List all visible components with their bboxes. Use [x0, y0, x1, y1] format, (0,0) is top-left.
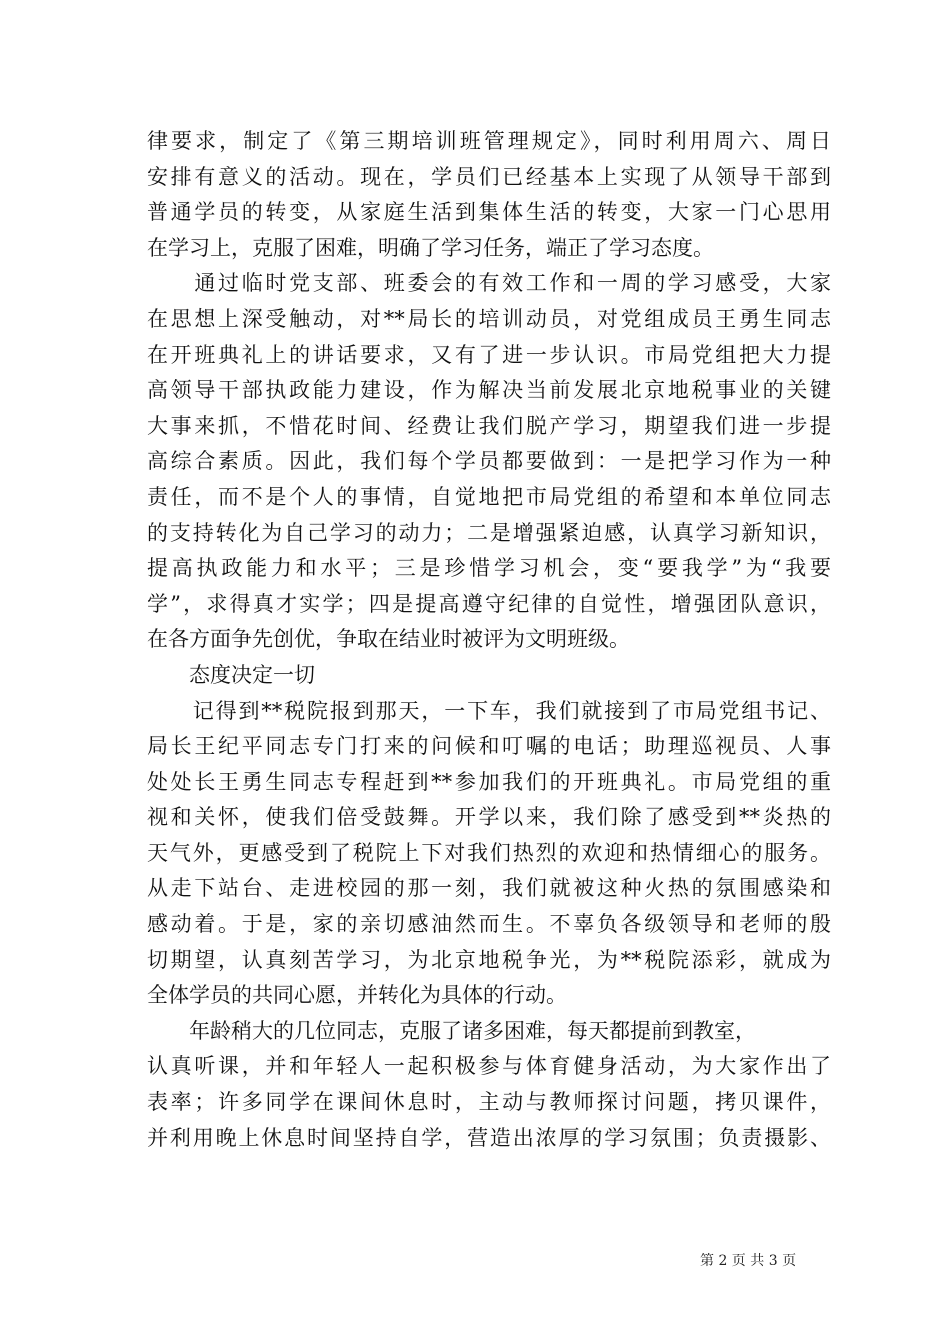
- text-line: 律要求，制定了《第三期培训班管理规定》，同时利用周六、周日: [147, 129, 831, 153]
- text-line: 并利用晚上休息时间坚持自学，营造出浓厚的学习氛围；负责摄影、: [147, 1125, 831, 1150]
- text-line: 普通学员的转变，从家庭生活到集体生活的转变，大家一门心思用: [147, 200, 831, 225]
- text-line: 安排有意义的活动。现在，学员们已经基本上实现了从领导干部到: [147, 164, 831, 189]
- text-line: 在学习上，克服了困难，明确了学习任务，端正了学习态度。: [147, 235, 714, 260]
- text-line: 认真听课，并和年轻人一起积极参与体育健身活动，为大家作出了: [147, 1054, 831, 1079]
- text-line: 记得到**税院报到那天，一下车，我们就接到了市局党组书记、: [147, 698, 831, 723]
- text-line: 责任，而不是个人的事情，自觉地把市局党组的希望和本单位同志: [147, 484, 831, 509]
- text-line: 视和关怀，使我们倍受鼓舞。开学以来，我们除了感受到**炎热的: [147, 805, 831, 830]
- text-line: 在开班典礼上的讲话要求，又有了进一步认识。市局党组把大力提: [147, 342, 831, 367]
- text-line: 感动着。于是，家的亲切感油然而生。不辜负各级领导和老师的殷: [147, 912, 831, 937]
- text-line: 通过临时党支部、班委会的有效工作和一周的学习感受，大家: [147, 271, 831, 296]
- text-line: 高综合素质。因此，我们每个学员都要做到：一是把学习作为一种: [147, 449, 831, 474]
- text-line: 大事来抓，不惜花时间、经费让我们脱产学习，期望我们进一步提: [147, 413, 831, 438]
- text-line: 态度决定一切: [147, 662, 315, 687]
- text-line: 高领导干部执政能力建设，作为解决当前发展北京地税事业的关键: [147, 378, 831, 403]
- text-line: 切期望，认真刻苦学习，为北京地税争光，为**税院添彩，就成为: [147, 947, 831, 972]
- text-line: 在各方面争先创优，争取在结业时被评为文明班级。: [147, 627, 630, 652]
- text-line: 处处长王勇生同志专程赶到**参加我们的开班典礼。市局党组的重: [147, 769, 831, 794]
- text-line: 学”，求得真才实学；四是提高遵守纪律的自觉性，增强团队意识，: [147, 591, 831, 616]
- text-line: 提高执政能力和水平；三是珍惜学习机会，变“要我学”为“我要: [147, 556, 831, 581]
- text-line: 局长王纪平同志专门打来的问候和叮嘱的电话；助理巡视员、人事: [147, 734, 831, 759]
- text-line: 从走下站台、走进校园的那一刻，我们就被这种火热的氛围感染和: [147, 876, 831, 901]
- body-text: [147, 124, 831, 1156]
- text-line: 的支持转化为自己学习的动力；二是增强紧迫感，认真学习新知识，: [147, 520, 831, 545]
- text-line: 天气外，更感受到了税院上下对我们热烈的欢迎和热情细心的服务。: [147, 840, 831, 865]
- text-line: 在思想上深受触动，对**局长的培训动员，对党组成员王勇生同志: [147, 306, 831, 331]
- page-number-footer: 第 2 页 共 3 页: [700, 1253, 797, 1269]
- text-line: 表率；许多同学在课间休息时，主动与教师探讨问题，拷贝课件，: [147, 1090, 831, 1115]
- text-line: 全体学员的共同心愿，并转化为具体的行动。: [147, 983, 567, 1008]
- text-line: 年龄稍大的几位同志，克服了诸多困难，每天都提前到教室，: [147, 1018, 756, 1043]
